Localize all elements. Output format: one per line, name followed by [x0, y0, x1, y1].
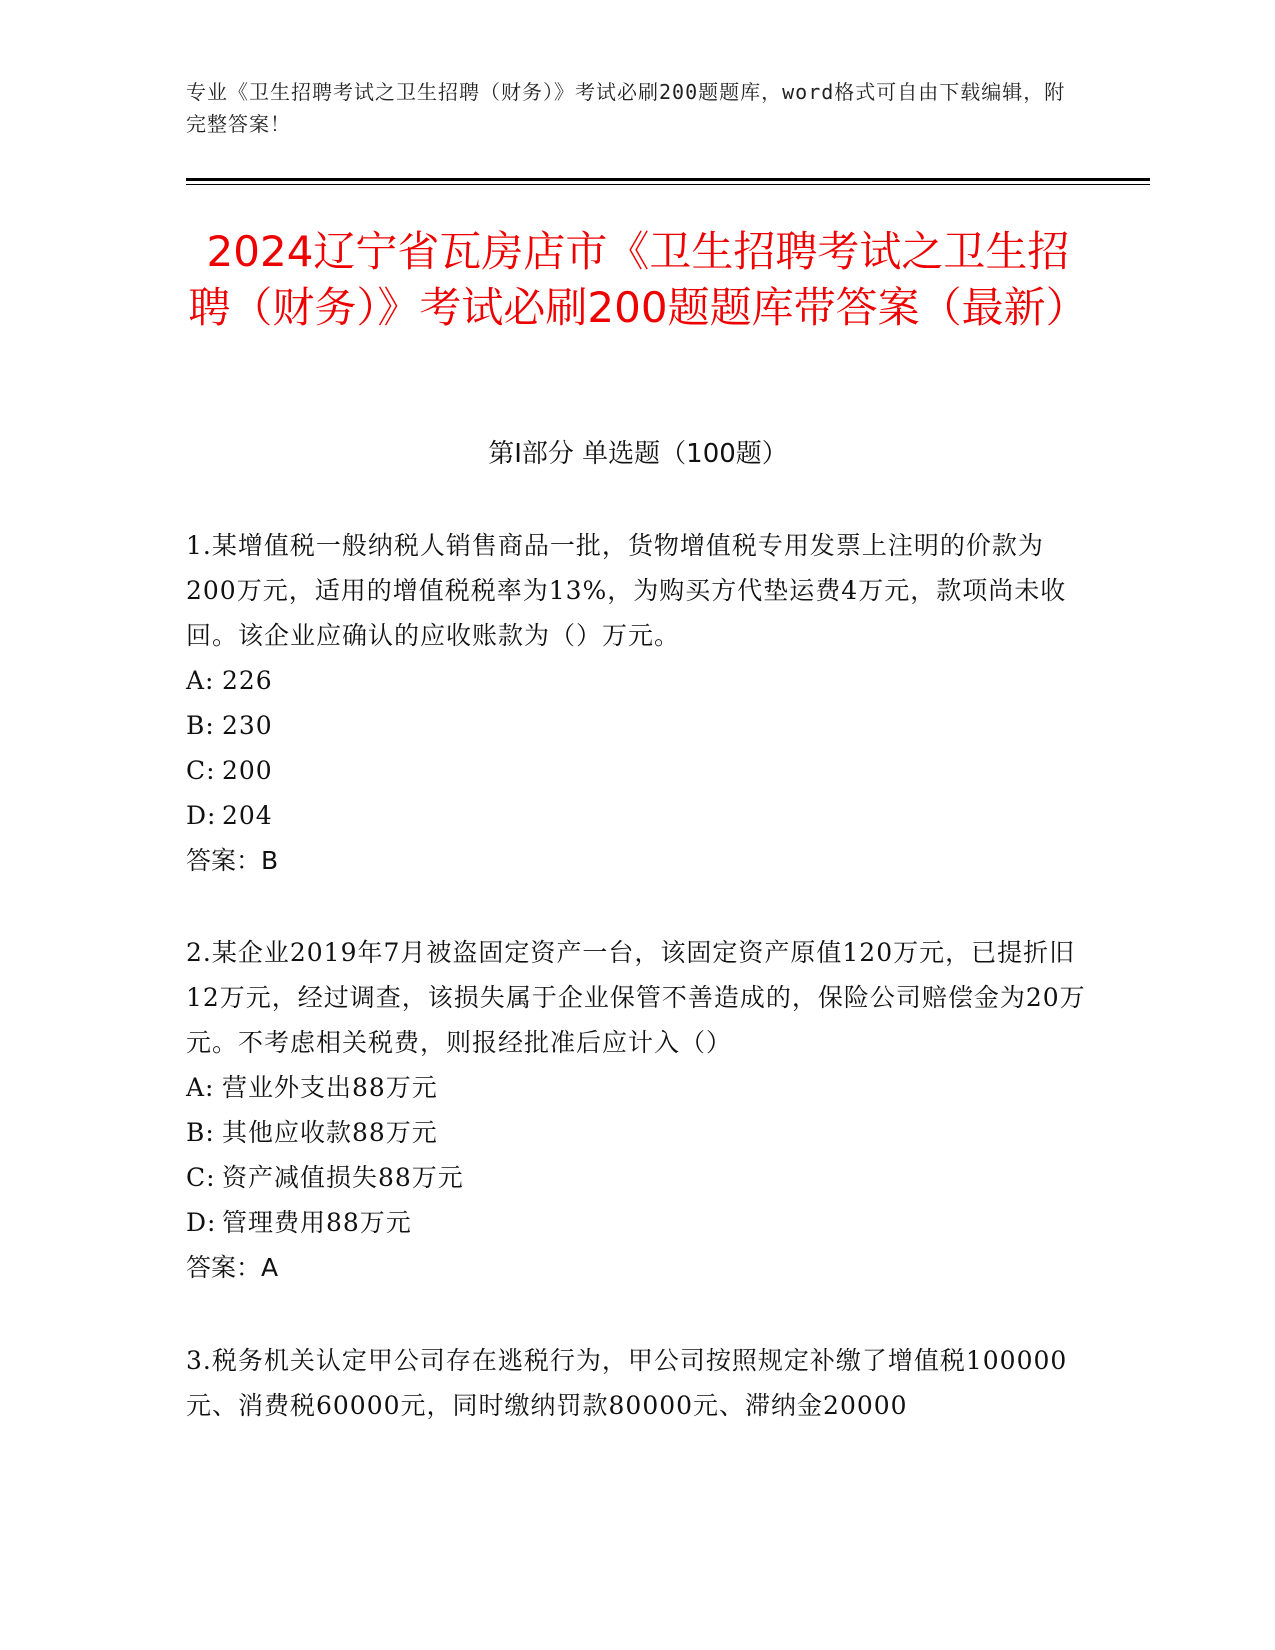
option-text: 营业外支出88万元: [222, 1073, 438, 1102]
option-letter: A:: [186, 1073, 215, 1102]
option-b: [186, 703, 1086, 748]
question-stem: 3.税务机关认定甲公司存在逃税行为，甲公司按照规定补缴了增值税100000元、消费税60000元，同时缴纳罚款80000元、滞纳金20000: [186, 1346, 1068, 1420]
answer: 答案：A: [186, 1253, 279, 1282]
option-a: [186, 658, 1086, 703]
question-1: [186, 523, 1086, 883]
option-c: [186, 748, 1086, 793]
option-text: 226: [222, 666, 273, 695]
header-rule-thin: [186, 184, 1150, 185]
question-2: [186, 930, 1086, 1290]
option-letter: A:: [186, 666, 215, 695]
option-text: 204: [222, 801, 273, 830]
option-letter: B:: [186, 711, 215, 740]
option-text: 管理费用88万元: [222, 1208, 412, 1237]
option-text: 200: [222, 756, 273, 785]
option-d: [186, 793, 1086, 838]
option-b: [186, 1110, 1086, 1155]
option-c: [186, 1155, 1086, 1200]
option-letter: C:: [186, 756, 216, 785]
option-letter: D:: [186, 801, 217, 830]
option-text: 230: [222, 711, 273, 740]
answer: 答案：B: [186, 846, 279, 875]
option-text: 其他应收款88万元: [222, 1118, 438, 1147]
document-title: 2024辽宁省瓦房店市《卫生招聘考试之卫生招聘（财务）》考试必刷200题题库带答案（最新）: [188, 227, 1088, 332]
header-note: 专业《卫生招聘考试之卫生招聘（财务）》考试必刷200题题库，word格式可自由下载编辑，附完整答案！: [186, 80, 1066, 136]
question-3: [186, 1338, 1086, 1428]
option-letter: B:: [186, 1118, 215, 1147]
question-stem: 1.某增值税一般纳税人销售商品一批，货物增值税专用发票上注明的价款为200万元，适用的增值税税率为13%，为购买方代垫运费4万元，款项尚未收回。该企业应确认的应收账款为（）万元。: [186, 531, 1067, 650]
option-a: [186, 1065, 1086, 1110]
header-rule-thick: [186, 178, 1150, 181]
option-letter: D:: [186, 1208, 217, 1237]
section-heading: 第Ⅰ部分 单选题（100题）: [488, 439, 788, 469]
option-text: 资产减值损失88万元: [222, 1163, 464, 1192]
option-d: [186, 1200, 1086, 1245]
option-letter: C:: [186, 1163, 216, 1192]
question-stem: 2.某企业2019年7月被盗固定资产一台，该固定资产原值120万元，已提折旧12万元，经过调查，该损失属于企业保管不善造成的，保险公司赔偿金为20万元。不考虑相关税费，则报经批准后应计入（）: [186, 938, 1086, 1057]
